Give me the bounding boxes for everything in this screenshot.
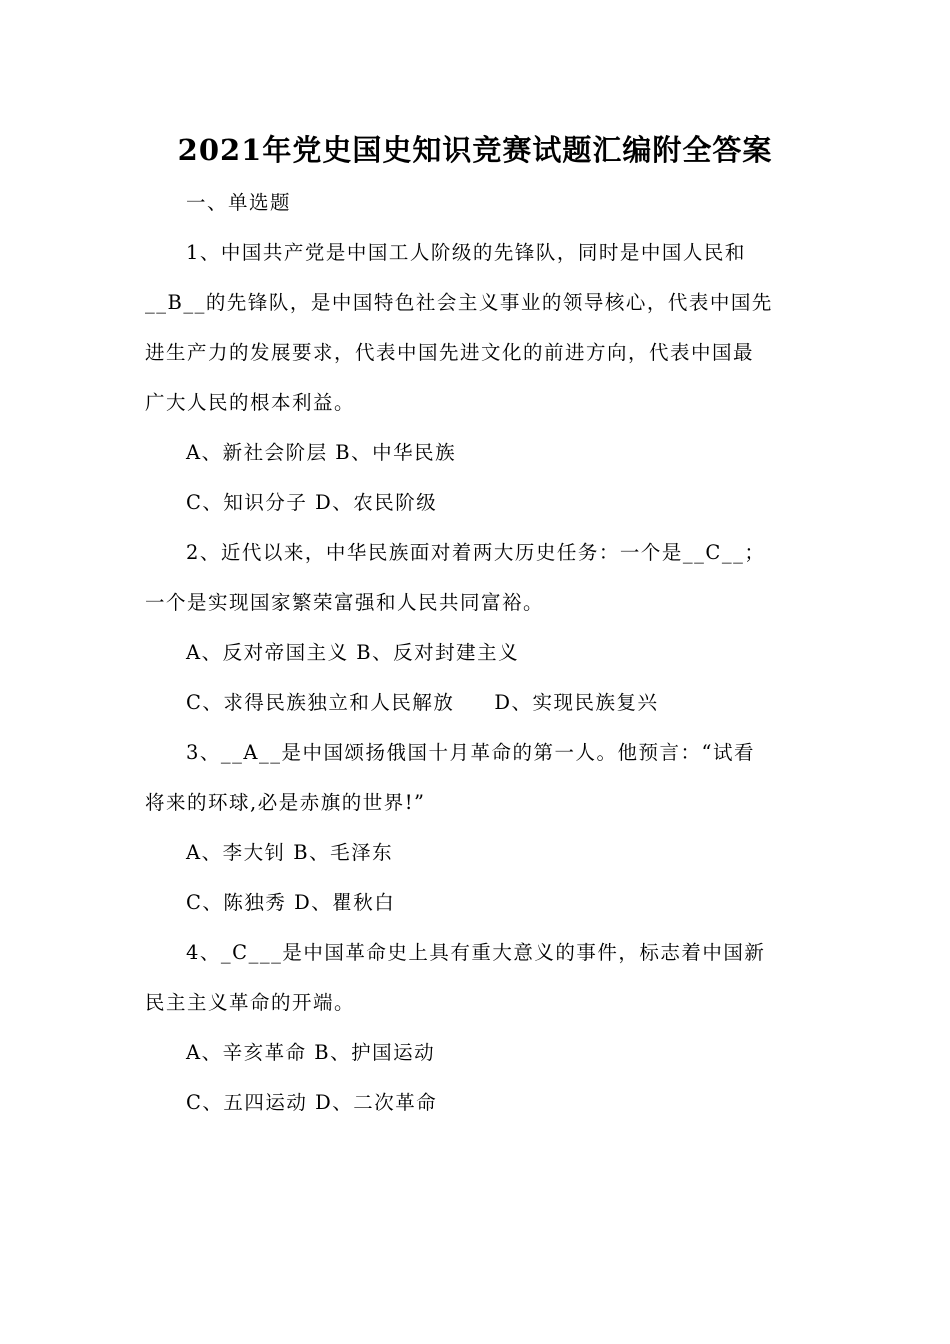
document-title: 2021年党史国史知识竞赛试题汇编附全答案	[177, 133, 773, 167]
question-3-line-1: 3、__A__是中国颂扬俄国十月革命的第一人。他预言：“试看	[186, 741, 755, 764]
question-4-line-1: 4、_C___是中国革命史上具有重大意义的事件，标志着中国新	[186, 941, 766, 964]
question-1-options-ab: A、新社会阶层 B、中华民族	[186, 441, 457, 464]
question-4-options-ab: A、辛亥革命 B、护国运动	[186, 1041, 436, 1064]
question-1-line-2: __B__的先锋队，是中国特色社会主义事业的领导核心，代表中国先	[145, 291, 773, 314]
question-3-options-cd: C、陈独秀 D、瞿秋白	[186, 891, 396, 914]
document-body	[145, 178, 810, 1128]
question-2-line-2: 一个是实现国家繁荣富强和人民共同富裕。	[145, 591, 545, 614]
question-1-line-1: 1、中国共产党是中国工人阶级的先锋队，同时是中国人民和	[186, 241, 746, 264]
question-2-options-cd	[145, 678, 810, 728]
question-1-line-3: 进生产力的发展要求，代表中国先进文化的前进方向，代表中国最	[145, 341, 755, 364]
section-heading: 一、单选题	[186, 191, 292, 214]
question-3-line-2: 将来的环球,必是赤旗的世界!”	[145, 791, 426, 814]
question-2-line-1: 2、近代以来，中华民族面对着两大历史任务：一个是__C__；	[186, 541, 766, 564]
question-1-line-4: 广大人民的根本利益。	[145, 391, 356, 414]
question-2-option-c: C、求得民族独立和人民解放	[186, 691, 455, 714]
question-4-options-cd: C、五四运动 D、二次革命	[186, 1091, 438, 1114]
question-3-options-ab: A、李大钊 B、毛泽东	[186, 841, 394, 864]
question-1-options-cd: C、知识分子 D、农民阶级	[186, 491, 438, 514]
question-2-option-d: D、实现民族复兴	[494, 691, 659, 714]
question-4-line-2: 民主主义革命的开端。	[145, 991, 356, 1014]
question-2-options-ab: A、反对帝国主义 B、反对封建主义	[186, 641, 520, 664]
